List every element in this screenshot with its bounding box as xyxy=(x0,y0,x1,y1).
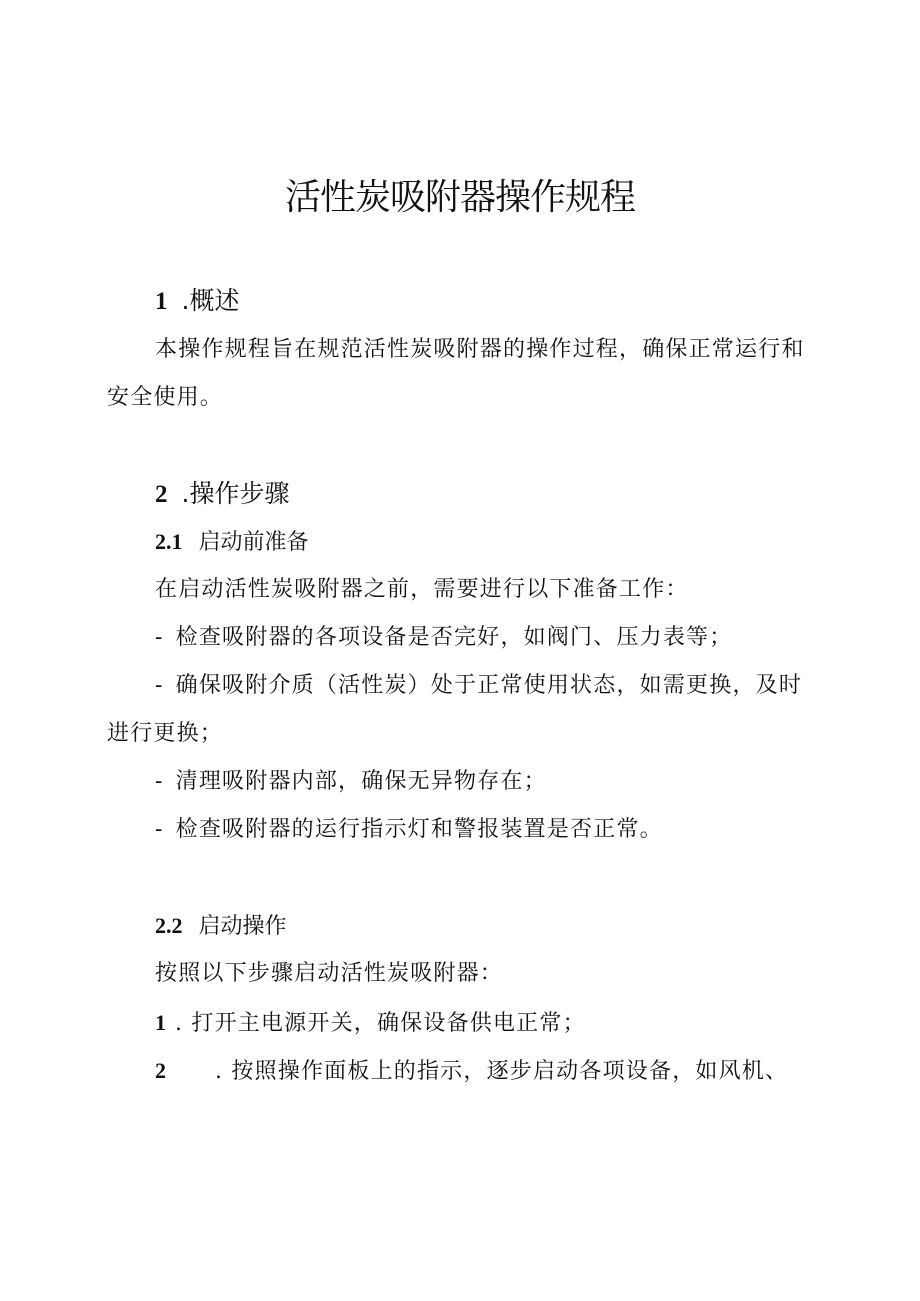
list-item-text: 检查吸附器的各项设备是否完好，如阀门、压力表等； xyxy=(175,625,733,650)
list-item-continuation: 进行更换； xyxy=(107,721,224,746)
dash-marker: - xyxy=(155,625,164,650)
section-1-paragraph-line-1: 本操作规程旨在规范活性炭吸附器的操作过程，确保正常运行和 xyxy=(155,337,805,362)
step-number: 2 xyxy=(155,1058,168,1083)
subsection-2-1-intro: 在启动活性炭吸附器之前，需要进行以下准备工作： xyxy=(155,577,689,602)
section-2-number: 2 xyxy=(155,481,168,508)
dash-marker: - xyxy=(155,769,164,794)
subsection-2-2-heading xyxy=(155,911,287,942)
list-item xyxy=(155,767,547,797)
numbered-step xyxy=(155,1056,788,1087)
section-1-paragraph-line-2: 安全使用。 xyxy=(107,385,224,410)
step-text: . 按照操作面板上的指示，逐步启动各项设备，如风机、 xyxy=(215,1059,789,1084)
list-item xyxy=(155,671,802,701)
document-title: 活性炭吸附器操作规程 xyxy=(284,177,635,218)
dash-marker: - xyxy=(155,817,164,842)
list-item-text: 确保吸附介质（活性炭）处于正常使用状态，如需更换，及时 xyxy=(175,673,803,698)
list-item xyxy=(155,815,663,845)
step-text: . 打开主电源开关，确保设备供电正常； xyxy=(175,1011,586,1036)
section-1-number: 1 xyxy=(155,288,168,315)
section-1-title: .概述 xyxy=(181,286,240,315)
subsection-2-1-heading xyxy=(155,527,309,558)
list-item-text: 检查吸附器的运行指示灯和警报装置是否正常。 xyxy=(175,817,663,842)
subsection-2-2-title: 启动操作 xyxy=(198,914,287,939)
numbered-step xyxy=(155,1008,586,1039)
subsection-2-2-intro: 按照以下步骤启动活性炭吸附器： xyxy=(155,961,504,986)
list-item xyxy=(155,623,732,653)
subsection-2-1-title: 启动前准备 xyxy=(198,530,309,555)
list-item-text: 清理吸附器内部，确保无异物存在； xyxy=(175,769,547,794)
subsection-2-1-number: 2.1 xyxy=(155,529,183,554)
section-1-heading xyxy=(155,284,239,319)
dash-marker: - xyxy=(155,673,164,698)
section-2-title: .操作步骤 xyxy=(181,479,290,508)
subsection-2-2-number: 2.2 xyxy=(155,913,183,938)
section-2-heading xyxy=(155,477,289,512)
step-number: 1 xyxy=(155,1010,168,1035)
